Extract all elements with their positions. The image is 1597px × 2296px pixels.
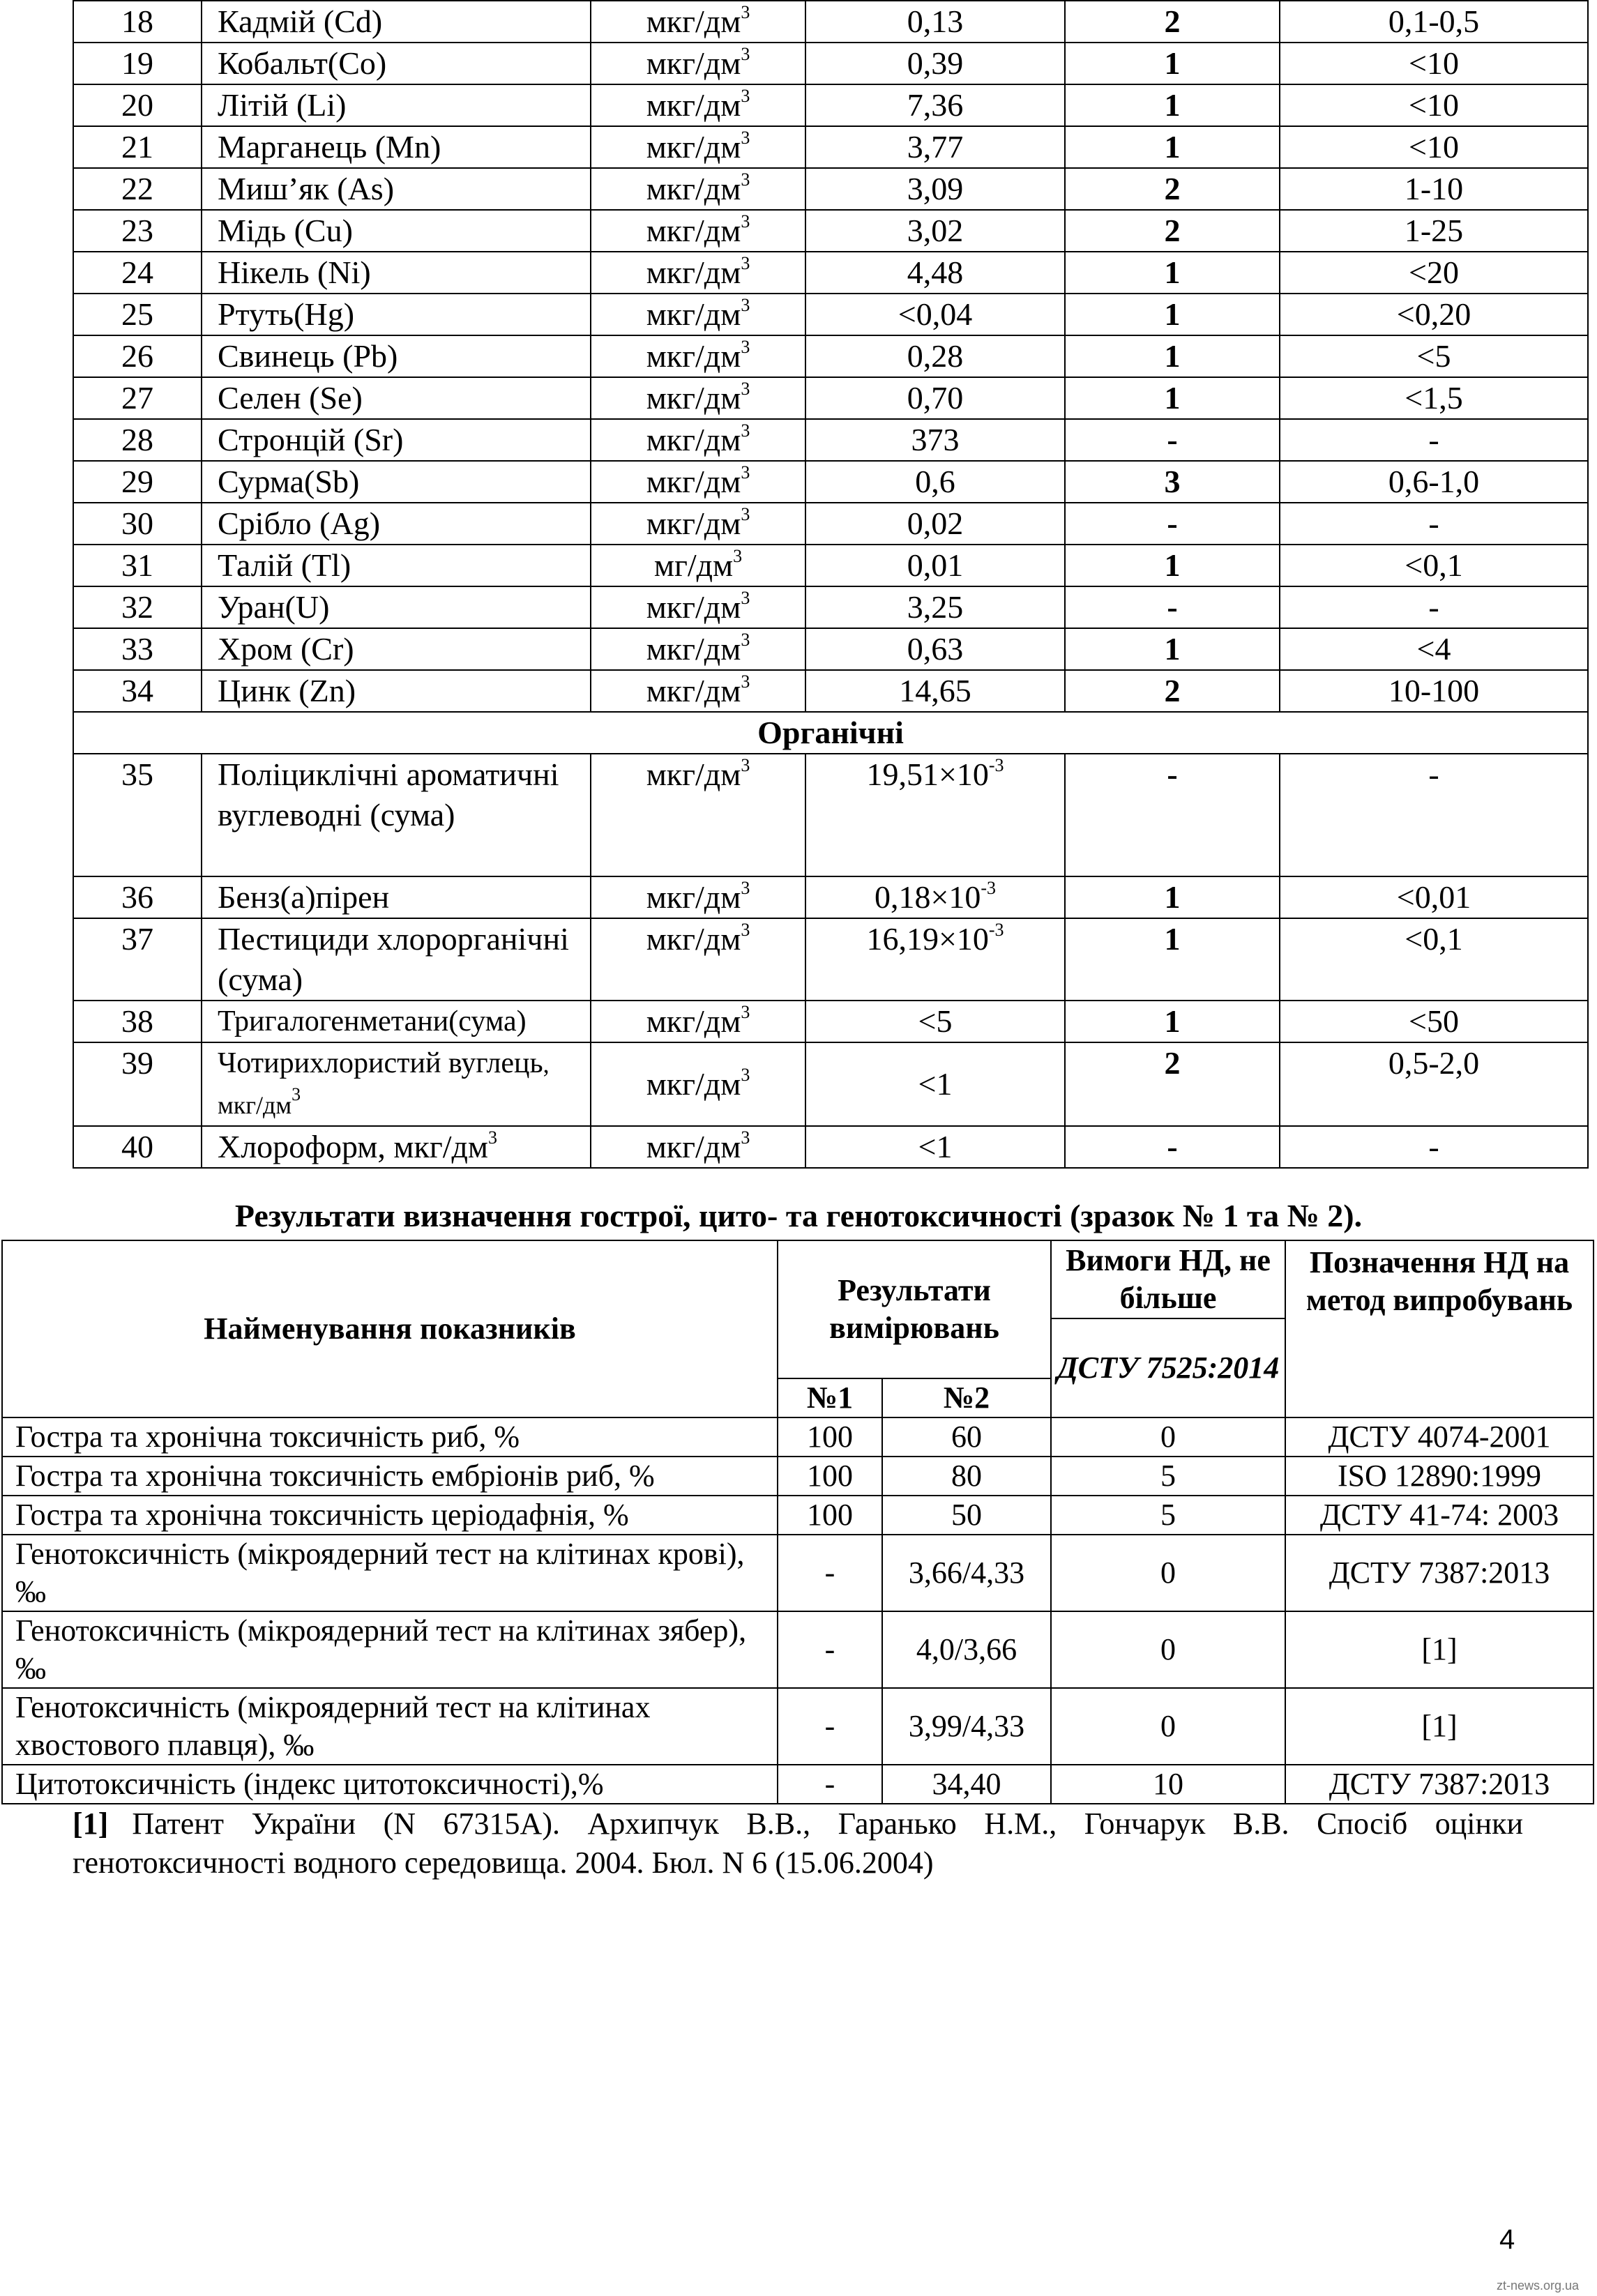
- table-row: [73, 43, 1588, 84]
- table-row: [73, 419, 1588, 461]
- footnote-text: Патент України (N 67315А). Архипчук В.В., Гаранько Н.М., Гончарук В.В. Спосіб оцінки генотоксичності водного середовища. 2004. Бюл. N 6 (15.06.2004): [73, 1807, 1523, 1880]
- unit: мкг/$дм^3$: [591, 84, 805, 126]
- indicator-name: Талій (Tl): [202, 545, 591, 586]
- row-number: 40: [73, 1126, 202, 1168]
- norm-value: <10: [1280, 84, 1588, 126]
- requirement-value: 5: [1051, 1496, 1285, 1535]
- unit: $мг/дм^3$: [591, 545, 805, 586]
- hazard-class: 1: [1065, 545, 1280, 586]
- elements-table: [73, 0, 1589, 1169]
- table-row: [73, 670, 1588, 712]
- header-requirements-standard: ДСТУ 7525:2014: [1051, 1318, 1285, 1417]
- elements-table-body: [73, 1, 1588, 1168]
- measured-value: 3,09: [805, 168, 1065, 210]
- measured-value: 4,48: [805, 252, 1065, 294]
- norm-value: -: [1280, 419, 1588, 461]
- norm-value: <0,20: [1280, 294, 1588, 335]
- table-row: [73, 876, 1588, 918]
- table-row: [73, 628, 1588, 670]
- method-standard: ДСТУ 41-74: 2003: [1285, 1496, 1594, 1535]
- indicator-name: Селен (Se): [202, 377, 591, 419]
- footnote: [73, 1804, 1523, 1883]
- hazard-class: 1: [1065, 377, 1280, 419]
- header-sample-1: №1: [778, 1378, 882, 1417]
- table-row: [73, 377, 1588, 419]
- indicator-name: Чотирихлористий вуглець, мкг/$дм^3$: [202, 1042, 591, 1126]
- requirement-value: 5: [1051, 1457, 1285, 1496]
- row-number: 38: [73, 1001, 202, 1042]
- requirement-value: 0: [1051, 1611, 1285, 1688]
- indicator-name: Тригалогенметани(сума): [202, 1001, 591, 1042]
- row-number: 30: [73, 503, 202, 545]
- row-number: 23: [73, 210, 202, 252]
- measured-value: $16,19\times 10^{-3}$: [805, 918, 1065, 1001]
- norm-value: -: [1280, 586, 1588, 628]
- row-number: 35: [73, 754, 202, 876]
- sample-2-value: 4,0/3,66: [882, 1611, 1051, 1688]
- requirement-value: 0: [1051, 1688, 1285, 1765]
- table-row: [73, 586, 1588, 628]
- indicator-name: Гостра та хронічна токсичність ембріонів риб, %: [2, 1457, 778, 1496]
- indicator-name: Хром (Cr): [202, 628, 591, 670]
- sample-2-value: 80: [882, 1457, 1051, 1496]
- hazard-class: 3: [1065, 461, 1280, 503]
- unit: мкг/$дм^3$: [591, 419, 805, 461]
- table-row: [73, 1042, 1588, 1126]
- norm-value: -: [1280, 503, 1588, 545]
- table-row: [73, 252, 1588, 294]
- indicator-name: Ртуть(Hg): [202, 294, 591, 335]
- sample-1-value: -: [778, 1765, 882, 1804]
- unit: мкг/$дм^3$: [591, 294, 805, 335]
- measured-value: 3,02: [805, 210, 1065, 252]
- unit: мкг/$дм^3$: [591, 1042, 805, 1126]
- unit: мкг/$дм^3$: [591, 918, 805, 1001]
- requirement-value: 0: [1051, 1535, 1285, 1611]
- unit: мкг/$дм^3$: [591, 754, 805, 876]
- header-row: [2, 1240, 1594, 1318]
- hazard-class: 1: [1065, 294, 1280, 335]
- sample-1-value: -: [778, 1688, 882, 1765]
- indicator-name: Бенз(а)пірен: [202, 876, 591, 918]
- measured-value: 373: [805, 419, 1065, 461]
- row-number: 28: [73, 419, 202, 461]
- unit: мкг/$дм^3$: [591, 1, 805, 43]
- hazard-class: 2: [1065, 1042, 1280, 1126]
- hazard-class: 1: [1065, 335, 1280, 377]
- header-requirements: Вимоги НД, не більше: [1051, 1240, 1285, 1318]
- table-row: [73, 294, 1588, 335]
- unit: мкг/$дм^3$: [591, 377, 805, 419]
- sample-1-value: -: [778, 1535, 882, 1611]
- sample-1-value: 100: [778, 1457, 882, 1496]
- indicator-name: Миш’як (As): [202, 168, 591, 210]
- unit: мкг/$дм^3$: [591, 168, 805, 210]
- method-standard: ISO 12890:1999: [1285, 1457, 1594, 1496]
- sample-2-value: 50: [882, 1496, 1051, 1535]
- table-row: [2, 1611, 1594, 1688]
- indicator-name: Гостра та хронічна токсичність риб, %: [2, 1417, 778, 1457]
- requirement-value: 10: [1051, 1765, 1285, 1804]
- unit: мкг/$дм^3$: [591, 1126, 805, 1168]
- norm-value: <0,1: [1280, 918, 1588, 1001]
- norm-value: 0,1-0,5: [1280, 1, 1588, 43]
- indicator-name: Мідь (Cu): [202, 210, 591, 252]
- indicator-name: Марганець (Mn): [202, 126, 591, 168]
- indicator-name: Свинець (Pb): [202, 335, 591, 377]
- table-row: [73, 918, 1588, 1001]
- indicator-name: Цитотоксичність (індекс цитотоксичності),%: [2, 1765, 778, 1804]
- measured-value: 0,6: [805, 461, 1065, 503]
- watermark: zt-news.org.ua: [1497, 2279, 1580, 2293]
- row-number: 25: [73, 294, 202, 335]
- method-standard: ДСТУ 7387:2013: [1285, 1765, 1594, 1804]
- table-row: [73, 545, 1588, 586]
- row-number: 18: [73, 1, 202, 43]
- footnote-ref: [1]: [73, 1807, 109, 1841]
- toxicity-heading: Результати визначення гострої, цито- та генотоксичності (зразок № 1 та № 2).: [234, 1198, 1363, 1233]
- hazard-class: 1: [1065, 126, 1280, 168]
- row-number: 20: [73, 84, 202, 126]
- row-number: 27: [73, 377, 202, 419]
- method-standard: ДСТУ 7387:2013: [1285, 1535, 1594, 1611]
- row-number: 22: [73, 168, 202, 210]
- row-number: 19: [73, 43, 202, 84]
- method-standard: [1]: [1285, 1611, 1594, 1688]
- sample-1-value: -: [778, 1611, 882, 1688]
- unit: мкг/$дм^3$: [591, 628, 805, 670]
- measured-value: 0,02: [805, 503, 1065, 545]
- indicator-name: Цинк (Zn): [202, 670, 591, 712]
- requirement-value: 0: [1051, 1417, 1285, 1457]
- table-row: [2, 1535, 1594, 1611]
- indicator-name: Поліциклічні ароматичні вуглеводні (сума): [202, 754, 591, 876]
- hazard-class: 1: [1065, 918, 1280, 1001]
- header-method: Позначення НД на метод випробувань: [1285, 1240, 1594, 1417]
- norm-value: 10-100: [1280, 670, 1588, 712]
- measured-value: 3,77: [805, 126, 1065, 168]
- norm-value: <1,5: [1280, 377, 1588, 419]
- indicator-name: Кобальт(Co): [202, 43, 591, 84]
- norm-value: 1-25: [1280, 210, 1588, 252]
- row-number: 34: [73, 670, 202, 712]
- hazard-class: -: [1065, 754, 1280, 876]
- hazard-class: -: [1065, 1126, 1280, 1168]
- row-number: 37: [73, 918, 202, 1001]
- table-row: [73, 210, 1588, 252]
- table-row: [73, 168, 1588, 210]
- row-number: 26: [73, 335, 202, 377]
- hazard-class: -: [1065, 503, 1280, 545]
- measured-value: 7,36: [805, 84, 1065, 126]
- norm-value: <4: [1280, 628, 1588, 670]
- unit: мкг/$дм^3$: [591, 670, 805, 712]
- sample-2-value: 3,66/4,33: [882, 1535, 1051, 1611]
- indicator-name: Кадмій (Cd): [202, 1, 591, 43]
- sample-1-value: 100: [778, 1417, 882, 1457]
- section-row-organic: [73, 712, 1588, 754]
- header-sample-2: №2: [882, 1378, 1051, 1417]
- table-row: [73, 461, 1588, 503]
- norm-value: <10: [1280, 126, 1588, 168]
- sample-2-value: 60: [882, 1417, 1051, 1457]
- row-number: 36: [73, 876, 202, 918]
- measured-value: 3,25: [805, 586, 1065, 628]
- section-title-organic: Органічні: [73, 712, 1588, 754]
- table-row: [73, 335, 1588, 377]
- hazard-class: 1: [1065, 43, 1280, 84]
- toxicity-table: [1, 1240, 1594, 1804]
- header-indicator: Найменування показників: [2, 1240, 778, 1417]
- table-row: [2, 1496, 1594, 1535]
- norm-value: <50: [1280, 1001, 1588, 1042]
- table-row: [2, 1417, 1594, 1457]
- indicator-name: Гостра та хронічна токсичність церіодафнія, %: [2, 1496, 778, 1535]
- table-row: [73, 503, 1588, 545]
- indicator-name: Пестициди хлорорганічні (сума): [202, 918, 591, 1001]
- sample-1-value: 100: [778, 1496, 882, 1535]
- measured-value: <1: [805, 1042, 1065, 1126]
- table-row: [73, 84, 1588, 126]
- unit: мкг/$дм^3$: [591, 461, 805, 503]
- unit: мкг/$дм^3$: [591, 43, 805, 84]
- hazard-class: 2: [1065, 1, 1280, 43]
- hazard-class: 1: [1065, 876, 1280, 918]
- measured-value: 0,28: [805, 335, 1065, 377]
- unit: мкг/$дм^3$: [591, 876, 805, 918]
- indicator-name: Генотоксичність (мікроядерний тест на клітинах хвостового плавця), ‰: [2, 1688, 778, 1765]
- measured-value: <5: [805, 1001, 1065, 1042]
- row-number: 24: [73, 252, 202, 294]
- row-number: 21: [73, 126, 202, 168]
- row-number: 33: [73, 628, 202, 670]
- unit: мкг/$дм^3$: [591, 126, 805, 168]
- indicator-name: Нікель (Ni): [202, 252, 591, 294]
- norm-value: 1-10: [1280, 168, 1588, 210]
- unit: мкг/$дм^3$: [591, 586, 805, 628]
- measured-value: 14,65: [805, 670, 1065, 712]
- unit: мкг/$дм^3$: [591, 503, 805, 545]
- toxicity-table-header: [2, 1240, 1594, 1417]
- norm-value: <20: [1280, 252, 1588, 294]
- row-number: 32: [73, 586, 202, 628]
- norm-value: <0,1: [1280, 545, 1588, 586]
- measured-value: 0,39: [805, 43, 1065, 84]
- sample-2-value: 3,99/4,33: [882, 1688, 1051, 1765]
- table-row: [73, 1126, 1588, 1168]
- measured-value: 0,70: [805, 377, 1065, 419]
- measured-value: $19,51\times 10^{-3}$: [805, 754, 1065, 876]
- table-row: [2, 1457, 1594, 1496]
- measured-value: $0,18\times 10^{-3}$: [805, 876, 1065, 918]
- measured-value: 0,13: [805, 1, 1065, 43]
- indicator-name: Хлороформ, мкг/$дм^3$: [202, 1126, 591, 1168]
- hazard-class: 1: [1065, 84, 1280, 126]
- measured-value: 0,63: [805, 628, 1065, 670]
- row-number: 29: [73, 461, 202, 503]
- norm-value: <5: [1280, 335, 1588, 377]
- hazard-class: 1: [1065, 252, 1280, 294]
- table-row: [2, 1765, 1594, 1804]
- measured-value: <1: [805, 1126, 1065, 1168]
- hazard-class: 2: [1065, 168, 1280, 210]
- measured-value: 0,01: [805, 545, 1065, 586]
- indicator-name: Срібло (Ag): [202, 503, 591, 545]
- norm-value: 0,5-2,0: [1280, 1042, 1588, 1126]
- hazard-class: 1: [1065, 628, 1280, 670]
- table-row: [73, 1, 1588, 43]
- hazard-class: 1: [1065, 1001, 1280, 1042]
- hazard-class: 2: [1065, 670, 1280, 712]
- indicator-name: Генотоксичність (мікроядерний тест на клітинах крові), ‰: [2, 1535, 778, 1611]
- table-row: [73, 754, 1588, 876]
- table-row: [2, 1688, 1594, 1765]
- unit: мкг/$дм^3$: [591, 1001, 805, 1042]
- indicator-name: Уран(U): [202, 586, 591, 628]
- unit: мкг/$дм^3$: [591, 252, 805, 294]
- unit: мкг/$дм^3$: [591, 335, 805, 377]
- hazard-class: 2: [1065, 210, 1280, 252]
- norm-value: <10: [1280, 43, 1588, 84]
- hazard-class: -: [1065, 586, 1280, 628]
- indicator-name: Літій (Li): [202, 84, 591, 126]
- indicator-name: Генотоксичність (мікроядерний тест на клітинах зябер), ‰: [2, 1611, 778, 1688]
- norm-value: -: [1280, 1126, 1588, 1168]
- table-row: [73, 126, 1588, 168]
- indicator-name: Сурма(Sb): [202, 461, 591, 503]
- method-standard: ДСТУ 4074-2001: [1285, 1417, 1594, 1457]
- indicator-name: Стронцій (Sr): [202, 419, 591, 461]
- row-number: 39: [73, 1042, 202, 1126]
- method-standard: [1]: [1285, 1688, 1594, 1765]
- unit: мкг/$дм^3$: [591, 210, 805, 252]
- row-number: 31: [73, 545, 202, 586]
- page-number: 4: [1499, 2224, 1515, 2255]
- toxicity-table-body: [2, 1417, 1594, 1804]
- norm-value: -: [1280, 754, 1588, 876]
- hazard-class: -: [1065, 419, 1280, 461]
- header-results: Результати вимірювань: [778, 1240, 1051, 1378]
- sample-2-value: 34,40: [882, 1765, 1051, 1804]
- norm-value: <0,01: [1280, 876, 1588, 918]
- norm-value: 0,6-1,0: [1280, 461, 1588, 503]
- table-row: [73, 1001, 1588, 1042]
- measured-value: <0,04: [805, 294, 1065, 335]
